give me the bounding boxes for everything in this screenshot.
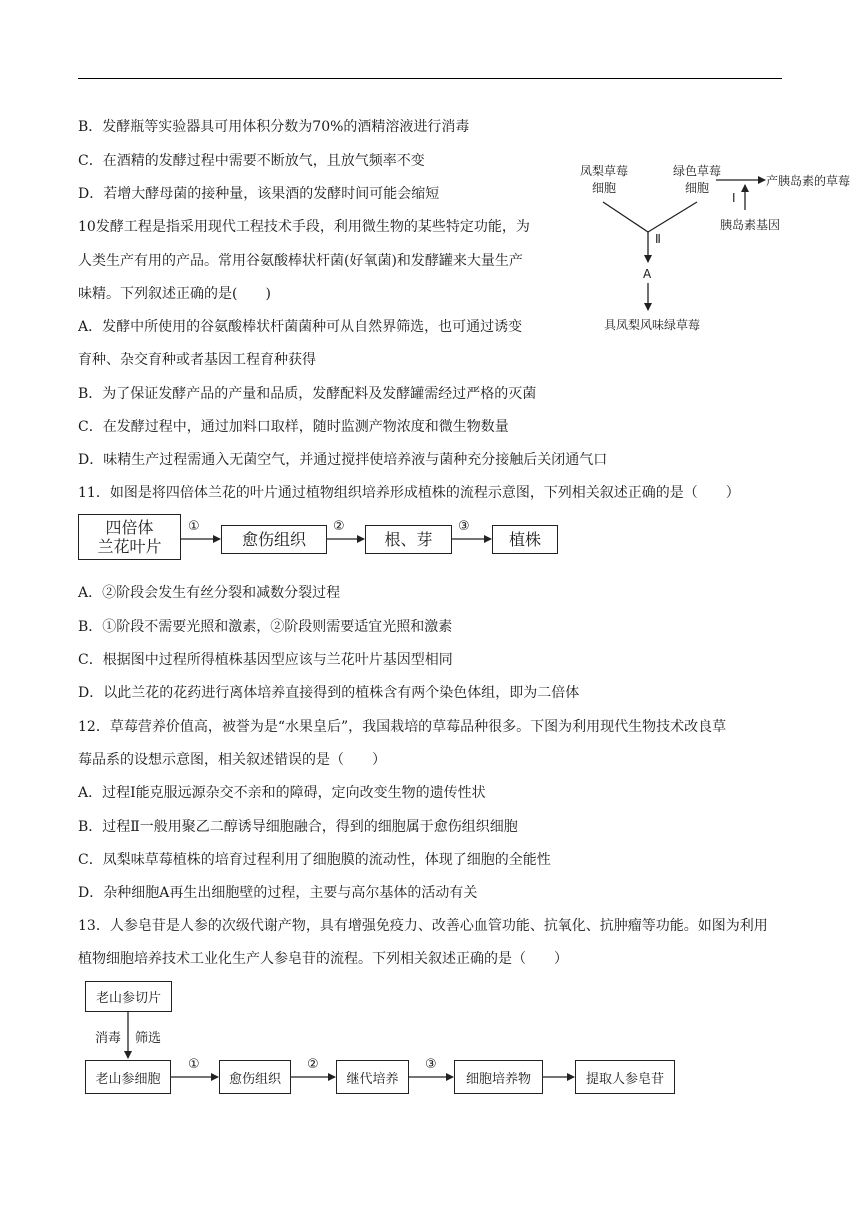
q12-option-a: A．过程Ⅰ能克服远源杂交不亲和的障碍，定向改变生物的遗传性状 [78, 785, 486, 801]
insulin-strawberry-label: 产胰岛素的草莓 [766, 174, 851, 188]
q12-option-b: B．过程Ⅱ一般用聚乙二醇诱导细胞融合，得到的细胞属于愈伤组织细胞 [78, 819, 518, 835]
q11-stem: 11．如图是将四倍体兰花的叶片通过植物组织培养形成植株的流程示意图，下列相关叙述正确的是（ ） [78, 485, 740, 501]
hybrid-cell-a-label: A [643, 267, 652, 281]
green-strawberry-cell-label: 绿色草莓 细胞 [672, 164, 721, 195]
q11-option-b: B．①阶段不需要光照和激素，②阶段则需要适宜光照和激素 [78, 619, 453, 635]
q10-option-b: B．为了保证发酵产品的产量和品质，发酵配料及发酵罐需经过严格的灭菌 [78, 386, 537, 402]
q11-option-c: C．根据图中过程所得植株基因型应该与兰花叶片基因型相同 [78, 652, 453, 668]
q10-option-c: C．在发酵过程中，通过加料口取样，随时监测产物浓度和微生物数量 [78, 419, 509, 435]
q9-option-b: B．发酵瓶等实验器具可用体积分数为70%的酒精溶液进行消毒 [78, 119, 470, 135]
q9-option-d: D．若增大酵母菌的接种量，该果酒的发酵时间可能会缩短 [78, 186, 440, 202]
q10-option-a-line2: 育种、杂交育种或者基因工程育种获得 [78, 352, 316, 368]
ginseng-cell-box: 老山参细胞 [85, 1060, 171, 1094]
ginseng-callus-box: 愈伤组织 [219, 1060, 291, 1094]
orchid-step-2: ② [333, 519, 345, 534]
q11-option-d: D．以此兰花的花药进行离体培养直接得到的植株含有两个染色体组，即为二倍体 [78, 685, 580, 701]
ginseng-step-1: ① [188, 1057, 200, 1072]
q13-stem-line2: 植物细胞培养技术工业化生产人参皂苷的流程。下列相关叙述正确的是（ ） [78, 951, 568, 967]
q10-option-d: D．味精生产过程需通入无菌空气，并通过搅拌使培养液与菌种充分接触后关闭通气口 [78, 452, 608, 468]
process-1-label: Ⅰ [732, 191, 736, 205]
q10-option-a-line1: A．发酵中所使用的谷氨酸棒状杆菌菌种可从自然界筛选，也可通过诱变 [78, 319, 523, 335]
cell-culture-product-box: 细胞培养物 [454, 1060, 543, 1094]
orchid-plant-box: 植株 [492, 525, 558, 554]
q9-option-c: C．在酒精的发酵过程中需要不断放气，且放气频率不变 [78, 153, 425, 169]
orchid-callus-box: 愈伤组织 [221, 525, 327, 554]
q10-stem-line3: 味精。下列叙述正确的是( ) [78, 286, 271, 302]
fengli-strawberry-cell-label: 凤梨草莓 细胞 [580, 164, 629, 195]
ginseng-step-2: ② [307, 1057, 319, 1072]
orchid-step-3: ③ [458, 519, 470, 534]
ginseng-step-3: ③ [425, 1057, 437, 1072]
q12-option-c: C．凤梨味草莓植株的培育过程利用了细胞膜的流动性，体现了细胞的全能性 [78, 852, 551, 868]
screen-label: 筛选 [135, 1031, 162, 1046]
q11-option-a: A．②阶段会发生有丝分裂和减数分裂过程 [78, 585, 341, 601]
q12-stem-line2: 莓品系的设想示意图，相关叙述错误的是（ ） [78, 752, 386, 768]
disinfect-label: 消毒 [95, 1031, 122, 1046]
q10-stem-line1: 10发酵工程是指采用现代工程技术手段，利用微生物的某些特定功能，为 [78, 219, 530, 235]
q12-option-d: D．杂种细胞A再生出细胞壁的过程，主要与高尔基体的活动有关 [78, 885, 478, 901]
orchid-root-bud-box: 根、芽 [365, 525, 452, 554]
ginseng-slice-box: 老山参切片 [85, 981, 172, 1012]
insulin-gene-label: 胰岛素基因 [720, 218, 781, 232]
extract-ginsenoside-box: 提取人参皂苷 [575, 1060, 675, 1094]
orchid-leaf-box: 四倍体 兰花叶片 [78, 514, 181, 560]
q13-stem-line1: 13．人参皂苷是人参的次级代谢产物，具有增强免疫力、改善心血管功能、抗氧化、抗肿瘤等功能。如图为利用 [78, 918, 768, 934]
process-2-label: Ⅱ [655, 232, 661, 246]
fengli-green-strawberry-label: 具凤梨风味绿草莓 [604, 318, 701, 332]
subculture-box: 继代培养 [336, 1060, 409, 1094]
q10-stem-line2: 人类生产有用的产品。常用谷氨酸棒状杆菌(好氧菌)和发酵罐来大量生产 [78, 253, 523, 269]
orchid-step-1: ① [188, 519, 200, 534]
q12-stem-line1: 12．草莓营养价值高，被誉为是“水果皇后”，我国栽培的草莓品种很多。下图为利用现代生物技术改良草 [78, 719, 727, 735]
